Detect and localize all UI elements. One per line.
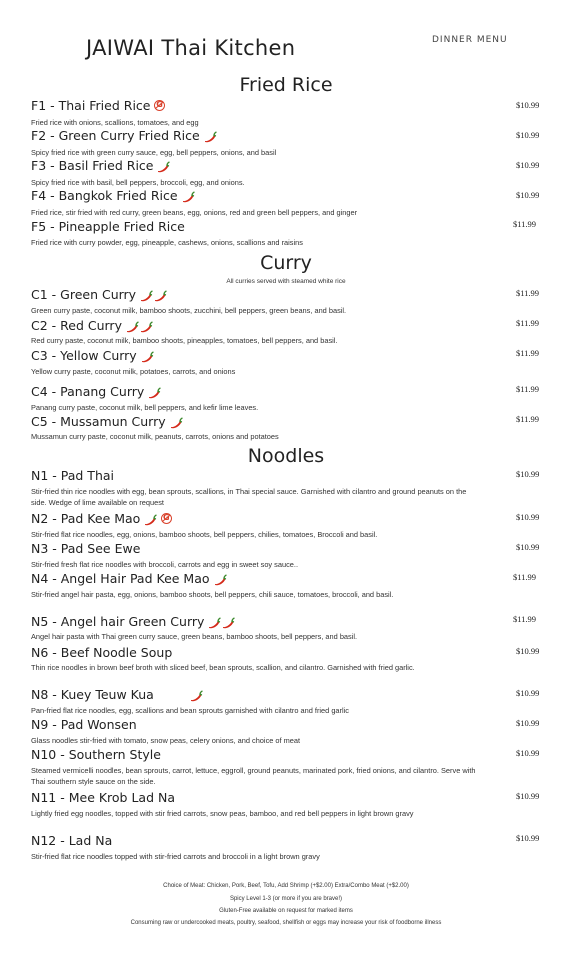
item-price: $10.99 bbox=[516, 100, 540, 110]
item-name: N10 - Southern Style bbox=[31, 747, 161, 762]
item-name: C2 - Red Curry bbox=[31, 318, 122, 333]
item-name: N5 - Angel hair Green Curry bbox=[31, 614, 205, 629]
menu-item-n6 bbox=[31, 645, 172, 660]
menu-item-c5 bbox=[31, 414, 183, 429]
item-description: Thin rice noodles in brown beef broth with sliced beef, bean sprouts, scallion, and cilantro. Garnished with fried garlic. bbox=[31, 663, 415, 672]
menu-item-f3 bbox=[31, 158, 170, 173]
item-description: Mussamun curry paste, coconut milk, peanuts, carrots, onions and potatoes bbox=[31, 432, 279, 441]
item-description: Panang curry paste, coconut milk, bell peppers, and kefir lime leaves. bbox=[31, 403, 259, 412]
item-price: $11.99 bbox=[513, 572, 537, 582]
menu-type-label: DINNER MENU bbox=[432, 35, 508, 45]
item-description: Angel hair pasta with Thai green curry sauce, green beans, bamboo shoots, bell peppers, and basil. bbox=[31, 632, 358, 641]
item-price: $11.99 bbox=[516, 414, 540, 424]
item-description: Stir-fried flat rice noodles, egg, onions, bamboo shoots, bell peppers, chilies, tomatoes, Broccoli and basil. bbox=[31, 530, 378, 539]
menu-item-n4 bbox=[31, 571, 227, 586]
footer-meat-choice: Choice of Meat: Chicken, Pork, Beef, Tofu, Add Shrimp (+$2.00) Extra/Combo Meat (+$2.00) bbox=[163, 883, 409, 889]
item-description: Stir-fried fresh flat rice noodles with broccoli, carrots and egg in sweet soy sauce.. bbox=[31, 560, 299, 569]
item-name: N8 - Kuey Teuw Kua bbox=[31, 687, 154, 702]
item-name: N1 - Pad Thai bbox=[31, 468, 114, 483]
menu-item-f4 bbox=[31, 188, 195, 203]
gluten-free-icon bbox=[161, 513, 172, 524]
menu-item-c2 bbox=[31, 318, 153, 333]
item-description: Steamed vermicelli noodles, bean sprouts, carrot, lettuce, eggroll, ground peanuts, marinated pork, fried onions, and cilantro. Serve with Thai southern style sauce on the side. bbox=[31, 766, 476, 786]
item-name: F4 - Bangkok Fried Rice bbox=[31, 188, 178, 203]
item-description: Fried rice with onions, scallions, tomatoes, and egg bbox=[31, 118, 199, 127]
item-name: N11 - Mee Krob Lad Na bbox=[31, 790, 176, 805]
item-price: $10.99 bbox=[516, 190, 540, 200]
menu-item-n2 bbox=[31, 511, 172, 526]
chili-pepper-icon bbox=[213, 574, 227, 586]
item-price: $11.99 bbox=[516, 318, 540, 328]
chili-group bbox=[204, 614, 235, 629]
item-name: F3 - Basil Fried Rice bbox=[31, 158, 154, 173]
chili-group bbox=[210, 571, 227, 586]
item-price: $10.99 bbox=[516, 542, 540, 552]
chili-pepper-icon bbox=[221, 617, 235, 629]
item-name: N3 - Pad See Ewe bbox=[31, 541, 141, 556]
menu-item-n9 bbox=[31, 717, 137, 732]
footer-gluten-free: Gluten-Free available on request for marked items bbox=[219, 908, 353, 914]
item-name: N6 - Beef Noodle Soup bbox=[31, 645, 173, 660]
item-price: $10.99 bbox=[516, 646, 540, 656]
item-description: Stir-fried angel hair pasta, egg, onions, bamboo shoots, bell peppers, chili sauce, tomatoes, broccoli, and basil. bbox=[31, 590, 394, 599]
item-description: Red curry paste, coconut milk, bamboo shoots, pineapples, tomatoes, bell peppers, and basil. bbox=[31, 336, 338, 345]
item-description: Stir-fried flat rice noodles topped with stir-fried carrots and broccoli in a light brown gravy bbox=[31, 852, 320, 861]
chili-group bbox=[178, 188, 195, 203]
item-name: F1 - Thai Fried Rice bbox=[31, 98, 151, 113]
menu-item-n1 bbox=[31, 468, 114, 483]
item-price: $11.99 bbox=[516, 288, 540, 298]
curry-note: All curries served with steamed white rice bbox=[226, 278, 346, 285]
item-price: $11.99 bbox=[516, 348, 540, 358]
item-description: Yellow curry paste, coconut milk, potatoes, carrots, and onions bbox=[31, 367, 236, 376]
item-price: $10.99 bbox=[516, 718, 540, 728]
item-price: $10.99 bbox=[516, 791, 540, 801]
item-name: N4 - Angel Hair Pad Kee Mao bbox=[31, 571, 210, 586]
item-name: C3 - Yellow Curry bbox=[31, 348, 137, 363]
item-price: $10.99 bbox=[516, 130, 540, 140]
item-price: $11.99 bbox=[513, 219, 537, 229]
item-description: Spicy fried rice with green curry sauce, egg, bell peppers, onions, and basil bbox=[31, 148, 277, 157]
chili-pepper-icon bbox=[181, 191, 195, 203]
chili-pepper-icon bbox=[147, 387, 161, 399]
footer-spicy-level: Spicy Level 1-3 (or more if you are brave!) bbox=[229, 896, 343, 902]
menu-item-f1 bbox=[31, 98, 165, 113]
chili-group bbox=[137, 348, 154, 363]
chili-group bbox=[200, 128, 217, 143]
item-price: $10.99 bbox=[516, 688, 540, 698]
item-description: Fried rice, stir fried with red curry, green beans, egg, onions, red and green bell peppers, and ginger bbox=[31, 208, 358, 217]
item-description: Spicy fried rice with basil, bell peppers, broccoli, egg, and onions. bbox=[31, 178, 245, 187]
item-description: Lightly fried egg noodles, topped with stir fried carrots, snow peas, bamboo, and red bell peppers in light brown gravy bbox=[31, 809, 414, 818]
chili-group bbox=[186, 687, 203, 702]
item-name: F5 - Pineapple Fried Rice bbox=[31, 219, 185, 234]
gluten-free-icon bbox=[154, 100, 165, 111]
section-title-fried-rice: Fried Rice bbox=[239, 74, 333, 96]
item-price: $10.99 bbox=[516, 160, 540, 170]
chili-group bbox=[136, 287, 167, 302]
chili-group bbox=[153, 158, 170, 173]
menu-item-n12 bbox=[31, 833, 112, 848]
item-description: Stir-fried thin rice noodles with egg, bean sprouts, scallions, in Thai special sauce. Garnished with cilantro and ground peanuts on the side. Wedge of lime available on request bbox=[31, 487, 467, 507]
item-description: Pan-fried flat rice noodles, egg, scallions and bean sprouts garnished with cilantro and fried garlic bbox=[31, 706, 349, 715]
restaurant-title: JAIWAI Thai Kitchen bbox=[86, 36, 296, 60]
item-price: $10.99 bbox=[516, 469, 540, 479]
item-description: Glass noodles stir-fried with tomato, snow peas, celery onions, and choice of meat bbox=[31, 736, 301, 745]
item-name: C4 - Panang Curry bbox=[31, 384, 145, 399]
section-title-noodles: Noodles bbox=[247, 445, 325, 467]
chili-group bbox=[166, 414, 183, 429]
footer-advisory: Consuming raw or undercooked meats, poultry, seafood, shellfish or eggs may increase your risk of foodborne illness bbox=[130, 920, 442, 926]
section-title-curry: Curry bbox=[260, 252, 312, 274]
item-name: N2 - Pad Kee Mao bbox=[31, 511, 141, 526]
item-name: N12 - Lad Na bbox=[31, 833, 113, 848]
item-name: N9 - Pad Wonsen bbox=[31, 717, 137, 732]
item-name: F2 - Green Curry Fried Rice bbox=[31, 128, 200, 143]
item-price: $11.99 bbox=[513, 614, 537, 624]
chili-group bbox=[140, 511, 157, 526]
menu-item-f5 bbox=[31, 219, 185, 234]
item-description: Green curry paste, coconut milk, bamboo shoots, zucchini, bell peppers, green beans, and basil. bbox=[31, 306, 347, 315]
chili-group bbox=[144, 384, 161, 399]
chili-pepper-icon bbox=[153, 290, 167, 302]
menu-item-c3 bbox=[31, 348, 154, 363]
menu-item-c1 bbox=[31, 287, 167, 302]
chili-pepper-icon bbox=[139, 290, 153, 302]
chili-pepper-icon bbox=[125, 321, 139, 333]
menu-item-n10 bbox=[31, 747, 161, 762]
item-price: $10.99 bbox=[516, 748, 540, 758]
chili-pepper-icon bbox=[143, 514, 157, 526]
menu-item-n8 bbox=[31, 687, 203, 702]
item-name: C5 - Mussamun Curry bbox=[31, 414, 166, 429]
menu-item-n3 bbox=[31, 541, 140, 556]
chili-pepper-icon bbox=[156, 161, 170, 173]
menu-item-c4 bbox=[31, 384, 161, 399]
item-price: $11.99 bbox=[516, 384, 540, 394]
item-description: Fried rice with curry powder, egg, pineapple, cashews, onions, scallions and raisins bbox=[31, 238, 303, 247]
chili-group bbox=[122, 318, 153, 333]
chili-pepper-icon bbox=[169, 417, 183, 429]
chili-pepper-icon bbox=[189, 690, 203, 702]
item-price: $10.99 bbox=[516, 833, 540, 843]
item-name: C1 - Green Curry bbox=[31, 287, 137, 302]
item-price: $10.99 bbox=[516, 512, 540, 522]
chili-pepper-icon bbox=[203, 131, 217, 143]
chili-pepper-icon bbox=[207, 617, 221, 629]
chili-pepper-icon bbox=[139, 321, 153, 333]
chili-pepper-icon bbox=[140, 351, 154, 363]
menu-item-n5 bbox=[31, 614, 235, 629]
menu-item-n11 bbox=[31, 790, 175, 805]
menu-item-f2 bbox=[31, 128, 217, 143]
